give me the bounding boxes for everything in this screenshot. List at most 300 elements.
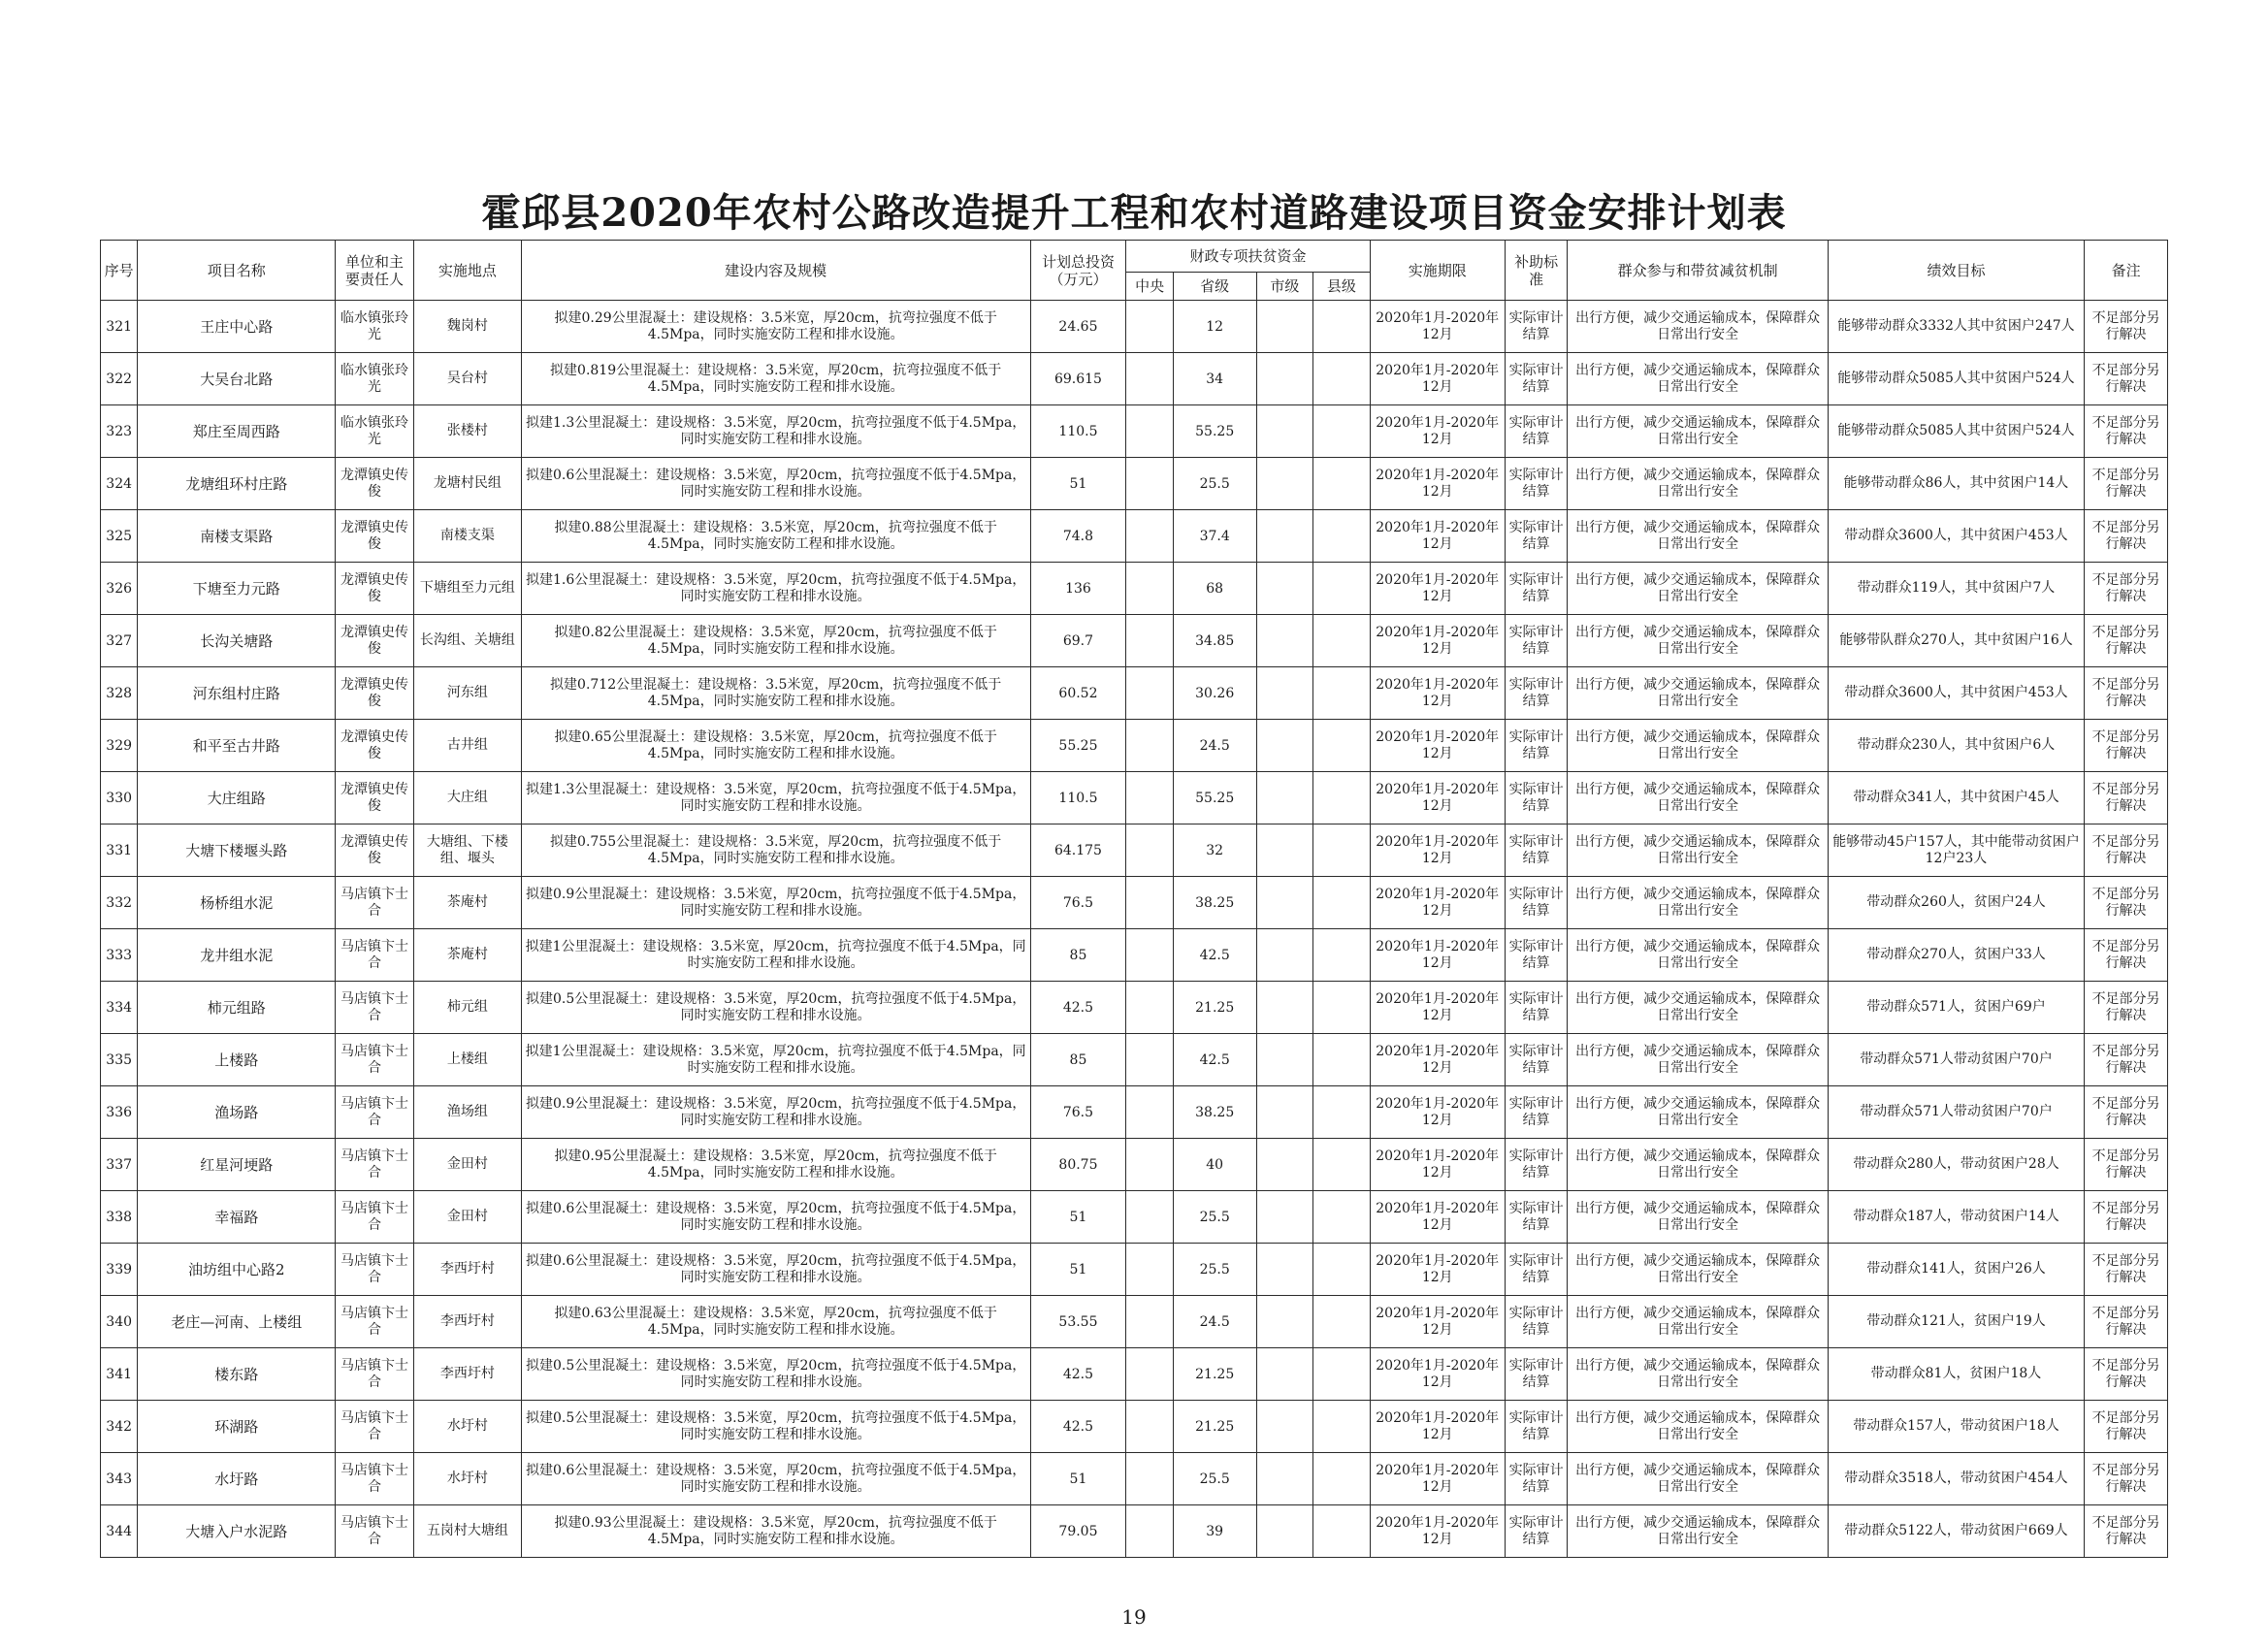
cell-content: 拟建0.6公里混凝土：建设规格：3.5米宽，厚20cm，抗弯拉强度不低于4.5Mpa，同时实施安防工程和排水设施。 bbox=[521, 458, 1030, 510]
cell-location: 水圩村 bbox=[413, 1401, 521, 1453]
cell-note: 不足部分另行解决 bbox=[2085, 772, 2168, 824]
cell-period: 2020年1月-2020年12月 bbox=[1370, 1086, 1505, 1139]
cell-content: 拟建0.5公里混凝土：建设规格：3.5米宽，厚20cm，抗弯拉强度不低于4.5Mpa，同时实施安防工程和排水设施。 bbox=[521, 982, 1030, 1034]
cell-city bbox=[1256, 1086, 1313, 1139]
header-central: 中央 bbox=[1126, 273, 1173, 301]
cell-location: 李西圩村 bbox=[413, 1296, 521, 1348]
cell-benefit: 出行方便，减少交通运输成本，保障群众日常出行安全 bbox=[1568, 563, 1828, 615]
header-benefit: 群众参与和带贫减贫机制 bbox=[1568, 241, 1828, 301]
cell-no: 341 bbox=[101, 1348, 138, 1401]
cell-note: 不足部分另行解决 bbox=[2085, 1191, 2168, 1244]
cell-total: 24.65 bbox=[1030, 301, 1126, 353]
cell-goal: 能够带动群众5085人其中贫困户524人 bbox=[1828, 405, 2084, 458]
cell-unit: 龙潭镇史传俊 bbox=[336, 824, 414, 877]
cell-name: 河东组村庄路 bbox=[138, 667, 336, 720]
cell-no: 342 bbox=[101, 1401, 138, 1453]
cell-unit: 马店镇卞士合 bbox=[336, 1401, 414, 1453]
cell-standard: 实际审计结算 bbox=[1505, 615, 1568, 667]
table-row bbox=[101, 720, 2168, 772]
cell-benefit: 出行方便，减少交通运输成本，保障群众日常出行安全 bbox=[1568, 615, 1828, 667]
cell-county bbox=[1313, 405, 1371, 458]
cell-no: 332 bbox=[101, 877, 138, 929]
cell-goal: 带动群众121人，贫困户19人 bbox=[1828, 1296, 2084, 1348]
cell-total: 42.5 bbox=[1030, 982, 1126, 1034]
cell-benefit: 出行方便，减少交通运输成本，保障群众日常出行安全 bbox=[1568, 667, 1828, 720]
cell-content: 拟建0.6公里混凝土：建设规格：3.5米宽，厚20cm，抗弯拉强度不低于4.5Mpa，同时实施安防工程和排水设施。 bbox=[521, 1453, 1030, 1505]
cell-benefit: 出行方便，减少交通运输成本，保障群众日常出行安全 bbox=[1568, 405, 1828, 458]
cell-province: 24.5 bbox=[1173, 720, 1256, 772]
cell-county bbox=[1313, 1296, 1371, 1348]
cell-central bbox=[1126, 1191, 1173, 1244]
cell-no: 322 bbox=[101, 353, 138, 405]
cell-total: 53.55 bbox=[1030, 1296, 1126, 1348]
cell-standard: 实际审计结算 bbox=[1505, 1086, 1568, 1139]
cell-no: 340 bbox=[101, 1296, 138, 1348]
cell-location: 上楼组 bbox=[413, 1034, 521, 1086]
cell-unit: 临水镇张玲光 bbox=[336, 353, 414, 405]
cell-goal: 能够带动45户157人，其中能带动贫困户12户23人 bbox=[1828, 824, 2084, 877]
table-row bbox=[101, 929, 2168, 982]
cell-standard: 实际审计结算 bbox=[1505, 1296, 1568, 1348]
cell-period: 2020年1月-2020年12月 bbox=[1370, 1505, 1505, 1558]
cell-city bbox=[1256, 405, 1313, 458]
page-title: 霍邱县2020年农村公路改造提升工程和农村道路建设项目资金安排计划表 bbox=[481, 190, 1787, 236]
cell-no: 338 bbox=[101, 1191, 138, 1244]
cell-no: 334 bbox=[101, 982, 138, 1034]
cell-central bbox=[1126, 1139, 1173, 1191]
cell-benefit: 出行方便，减少交通运输成本，保障群众日常出行安全 bbox=[1568, 1401, 1828, 1453]
cell-standard: 实际审计结算 bbox=[1505, 1244, 1568, 1296]
cell-period: 2020年1月-2020年12月 bbox=[1370, 1139, 1505, 1191]
cell-no: 326 bbox=[101, 563, 138, 615]
cell-location: 水圩村 bbox=[413, 1453, 521, 1505]
cell-benefit: 出行方便，减少交通运输成本，保障群众日常出行安全 bbox=[1568, 353, 1828, 405]
cell-note: 不足部分另行解决 bbox=[2085, 353, 2168, 405]
cell-county bbox=[1313, 667, 1371, 720]
cell-content: 拟建1公里混凝土：建设规格：3.5米宽，厚20cm，抗弯拉强度不低于4.5Mpa，同时实施安防工程和排水设施。 bbox=[521, 1034, 1030, 1086]
cell-location: 金田村 bbox=[413, 1139, 521, 1191]
cell-location: 渔场组 bbox=[413, 1086, 521, 1139]
cell-standard: 实际审计结算 bbox=[1505, 510, 1568, 563]
cell-location: 古井组 bbox=[413, 720, 521, 772]
cell-goal: 带动群众571人，贫困户69户 bbox=[1828, 982, 2084, 1034]
cell-benefit: 出行方便，减少交通运输成本，保障群众日常出行安全 bbox=[1568, 1244, 1828, 1296]
header-unit: 单位和主要责任人 bbox=[336, 241, 414, 301]
cell-total: 51 bbox=[1030, 1453, 1126, 1505]
cell-note: 不足部分另行解决 bbox=[2085, 1505, 2168, 1558]
cell-total: 51 bbox=[1030, 458, 1126, 510]
cell-unit: 马店镇卞士合 bbox=[336, 1139, 414, 1191]
cell-benefit: 出行方便，减少交通运输成本，保障群众日常出行安全 bbox=[1568, 458, 1828, 510]
cell-period: 2020年1月-2020年12月 bbox=[1370, 824, 1505, 877]
cell-note: 不足部分另行解决 bbox=[2085, 824, 2168, 877]
cell-standard: 实际审计结算 bbox=[1505, 458, 1568, 510]
cell-benefit: 出行方便，减少交通运输成本，保障群众日常出行安全 bbox=[1568, 1296, 1828, 1348]
cell-central bbox=[1126, 772, 1173, 824]
cell-total: 76.5 bbox=[1030, 877, 1126, 929]
cell-location: 大塘组、下楼组、堰头 bbox=[413, 824, 521, 877]
cell-unit: 马店镇卞士合 bbox=[336, 1244, 414, 1296]
cell-period: 2020年1月-2020年12月 bbox=[1370, 510, 1505, 563]
header-content: 建设内容及规模 bbox=[521, 241, 1030, 301]
cell-province: 12 bbox=[1173, 301, 1256, 353]
header-location: 实施地点 bbox=[413, 241, 521, 301]
cell-name: 长沟关塘路 bbox=[138, 615, 336, 667]
cell-standard: 实际审计结算 bbox=[1505, 563, 1568, 615]
cell-standard: 实际审计结算 bbox=[1505, 1139, 1568, 1191]
cell-period: 2020年1月-2020年12月 bbox=[1370, 1401, 1505, 1453]
table-row bbox=[101, 458, 2168, 510]
cell-total: 64.175 bbox=[1030, 824, 1126, 877]
cell-goal: 能够带动群众86人，其中贫困户14人 bbox=[1828, 458, 2084, 510]
cell-city bbox=[1256, 1401, 1313, 1453]
cell-city bbox=[1256, 563, 1313, 615]
cell-name: 王庄中心路 bbox=[138, 301, 336, 353]
cell-county bbox=[1313, 458, 1371, 510]
cell-central bbox=[1126, 1244, 1173, 1296]
cell-province: 25.5 bbox=[1173, 1244, 1256, 1296]
cell-province: 55.25 bbox=[1173, 405, 1256, 458]
cell-city bbox=[1256, 1191, 1313, 1244]
cell-unit: 马店镇卞士合 bbox=[336, 1453, 414, 1505]
cell-province: 30.26 bbox=[1173, 667, 1256, 720]
cell-province: 42.5 bbox=[1173, 1034, 1256, 1086]
cell-standard: 实际审计结算 bbox=[1505, 353, 1568, 405]
cell-total: 85 bbox=[1030, 1034, 1126, 1086]
cell-location: 茶庵村 bbox=[413, 877, 521, 929]
cell-benefit: 出行方便，减少交通运输成本，保障群众日常出行安全 bbox=[1568, 982, 1828, 1034]
cell-standard: 实际审计结算 bbox=[1505, 1191, 1568, 1244]
cell-content: 拟建0.63公里混凝土：建设规格：3.5米宽，厚20cm，抗弯拉强度不低于4.5Mpa，同时实施安防工程和排水设施。 bbox=[521, 1296, 1030, 1348]
cell-province: 25.5 bbox=[1173, 1191, 1256, 1244]
header-standard: 补助标准 bbox=[1505, 241, 1568, 301]
cell-content: 拟建0.6公里混凝土：建设规格：3.5米宽，厚20cm，抗弯拉强度不低于4.5Mpa，同时实施安防工程和排水设施。 bbox=[521, 1191, 1030, 1244]
cell-city bbox=[1256, 1453, 1313, 1505]
cell-central bbox=[1126, 824, 1173, 877]
cell-no: 330 bbox=[101, 772, 138, 824]
cell-note: 不足部分另行解决 bbox=[2085, 982, 2168, 1034]
cell-benefit: 出行方便，减少交通运输成本，保障群众日常出行安全 bbox=[1568, 1505, 1828, 1558]
cell-central bbox=[1126, 615, 1173, 667]
cell-total: 42.5 bbox=[1030, 1348, 1126, 1401]
cell-note: 不足部分另行解决 bbox=[2085, 1453, 2168, 1505]
cell-total: 51 bbox=[1030, 1191, 1126, 1244]
cell-no: 331 bbox=[101, 824, 138, 877]
cell-name: 下塘至力元路 bbox=[138, 563, 336, 615]
cell-note: 不足部分另行解决 bbox=[2085, 877, 2168, 929]
table-row bbox=[101, 563, 2168, 615]
cell-unit: 马店镇卞士合 bbox=[336, 1348, 414, 1401]
cell-standard: 实际审计结算 bbox=[1505, 405, 1568, 458]
cell-total: 136 bbox=[1030, 563, 1126, 615]
table-row bbox=[101, 405, 2168, 458]
cell-city bbox=[1256, 615, 1313, 667]
cell-content: 拟建0.5公里混凝土：建设规格：3.5米宽，厚20cm，抗弯拉强度不低于4.5Mpa，同时实施安防工程和排水设施。 bbox=[521, 1348, 1030, 1401]
cell-county bbox=[1313, 824, 1371, 877]
cell-standard: 实际审计结算 bbox=[1505, 877, 1568, 929]
cell-no: 321 bbox=[101, 301, 138, 353]
cell-no: 324 bbox=[101, 458, 138, 510]
cell-name: 大庄组路 bbox=[138, 772, 336, 824]
cell-note: 不足部分另行解决 bbox=[2085, 1348, 2168, 1401]
cell-unit: 马店镇卞士合 bbox=[336, 1191, 414, 1244]
cell-province: 42.5 bbox=[1173, 929, 1256, 982]
cell-county bbox=[1313, 301, 1371, 353]
table-row bbox=[101, 510, 2168, 563]
cell-province: 37.4 bbox=[1173, 510, 1256, 563]
cell-benefit: 出行方便，减少交通运输成本，保障群众日常出行安全 bbox=[1568, 1348, 1828, 1401]
cell-no: 333 bbox=[101, 929, 138, 982]
cell-location: 下塘组至力元组 bbox=[413, 563, 521, 615]
cell-name: 老庄—河南、上楼组 bbox=[138, 1296, 336, 1348]
cell-city bbox=[1256, 510, 1313, 563]
table-row bbox=[101, 877, 2168, 929]
cell-note: 不足部分另行解决 bbox=[2085, 458, 2168, 510]
cell-content: 拟建1.6公里混凝土：建设规格：3.5米宽，厚20cm，抗弯拉强度不低于4.5Mpa，同时实施安防工程和排水设施。 bbox=[521, 563, 1030, 615]
cell-goal: 能够带动群众5085人其中贫困户524人 bbox=[1828, 353, 2084, 405]
cell-county bbox=[1313, 1034, 1371, 1086]
cell-central bbox=[1126, 1348, 1173, 1401]
cell-city bbox=[1256, 458, 1313, 510]
cell-period: 2020年1月-2020年12月 bbox=[1370, 1348, 1505, 1401]
cell-note: 不足部分另行解决 bbox=[2085, 1244, 2168, 1296]
cell-period: 2020年1月-2020年12月 bbox=[1370, 563, 1505, 615]
cell-content: 拟建0.9公里混凝土：建设规格：3.5米宽，厚20cm，抗弯拉强度不低于4.5Mpa，同时实施安防工程和排水设施。 bbox=[521, 1086, 1030, 1139]
cell-period: 2020年1月-2020年12月 bbox=[1370, 667, 1505, 720]
header-name: 项目名称 bbox=[138, 241, 336, 301]
cell-content: 拟建0.82公里混凝土：建设规格：3.5米宽，厚20cm，抗弯拉强度不低于4.5Mpa，同时实施安防工程和排水设施。 bbox=[521, 615, 1030, 667]
cell-unit: 临水镇张玲光 bbox=[336, 301, 414, 353]
cell-province: 32 bbox=[1173, 824, 1256, 877]
cell-city bbox=[1256, 667, 1313, 720]
cell-goal: 带动群众3600人，其中贫困户453人 bbox=[1828, 667, 2084, 720]
cell-period: 2020年1月-2020年12月 bbox=[1370, 877, 1505, 929]
cell-content: 拟建0.65公里混凝土：建设规格：3.5米宽，厚20cm，抗弯拉强度不低于4.5Mpa，同时实施安防工程和排水设施。 bbox=[521, 720, 1030, 772]
cell-goal: 带动群众81人，贫困户18人 bbox=[1828, 1348, 2084, 1401]
header-county: 县级 bbox=[1313, 273, 1371, 301]
table-row bbox=[101, 982, 2168, 1034]
cell-location: 柿元组 bbox=[413, 982, 521, 1034]
cell-standard: 实际审计结算 bbox=[1505, 982, 1568, 1034]
cell-county bbox=[1313, 772, 1371, 824]
cell-name: 大吴台北路 bbox=[138, 353, 336, 405]
cell-county bbox=[1313, 1244, 1371, 1296]
cell-city bbox=[1256, 1296, 1313, 1348]
cell-total: 69.615 bbox=[1030, 353, 1126, 405]
cell-goal: 能够带队群众270人，其中贫困户16人 bbox=[1828, 615, 2084, 667]
cell-content: 拟建0.6公里混凝土：建设规格：3.5米宽，厚20cm，抗弯拉强度不低于4.5Mpa，同时实施安防工程和排水设施。 bbox=[521, 1244, 1030, 1296]
cell-period: 2020年1月-2020年12月 bbox=[1370, 1453, 1505, 1505]
cell-period: 2020年1月-2020年12月 bbox=[1370, 458, 1505, 510]
cell-central bbox=[1126, 353, 1173, 405]
table-row bbox=[101, 1244, 2168, 1296]
cell-no: 328 bbox=[101, 667, 138, 720]
table-row bbox=[101, 824, 2168, 877]
cell-note: 不足部分另行解决 bbox=[2085, 929, 2168, 982]
cell-county bbox=[1313, 510, 1371, 563]
cell-central bbox=[1126, 1401, 1173, 1453]
cell-period: 2020年1月-2020年12月 bbox=[1370, 301, 1505, 353]
page-number: 19 bbox=[1121, 1605, 1147, 1629]
cell-unit: 临水镇张玲光 bbox=[336, 405, 414, 458]
cell-city bbox=[1256, 772, 1313, 824]
cell-goal: 带动群众270人，贫困户33人 bbox=[1828, 929, 2084, 982]
cell-no: 344 bbox=[101, 1505, 138, 1558]
cell-name: 水圩路 bbox=[138, 1453, 336, 1505]
cell-no: 327 bbox=[101, 615, 138, 667]
cell-unit: 龙潭镇史传俊 bbox=[336, 720, 414, 772]
cell-city bbox=[1256, 1139, 1313, 1191]
cell-central bbox=[1126, 1453, 1173, 1505]
cell-unit: 马店镇卞士合 bbox=[336, 1086, 414, 1139]
cell-county bbox=[1313, 1453, 1371, 1505]
cell-benefit: 出行方便，减少交通运输成本，保障群众日常出行安全 bbox=[1568, 824, 1828, 877]
cell-standard: 实际审计结算 bbox=[1505, 667, 1568, 720]
cell-benefit: 出行方便，减少交通运输成本，保障群众日常出行安全 bbox=[1568, 1086, 1828, 1139]
cell-standard: 实际审计结算 bbox=[1505, 720, 1568, 772]
cell-content: 拟建0.95公里混凝土：建设规格：3.5米宽，厚20cm，抗弯拉强度不低于4.5Mpa，同时实施安防工程和排水设施。 bbox=[521, 1139, 1030, 1191]
table-row bbox=[101, 1505, 2168, 1558]
cell-goal: 带动群众230人，其中贫困户6人 bbox=[1828, 720, 2084, 772]
cell-total: 55.25 bbox=[1030, 720, 1126, 772]
cell-city bbox=[1256, 877, 1313, 929]
cell-city bbox=[1256, 982, 1313, 1034]
cell-name: 楼东路 bbox=[138, 1348, 336, 1401]
cell-benefit: 出行方便，减少交通运输成本，保障群众日常出行安全 bbox=[1568, 877, 1828, 929]
table-body bbox=[101, 301, 2168, 1558]
cell-standard: 实际审计结算 bbox=[1505, 1348, 1568, 1401]
cell-note: 不足部分另行解决 bbox=[2085, 1139, 2168, 1191]
cell-period: 2020年1月-2020年12月 bbox=[1370, 929, 1505, 982]
cell-province: 34 bbox=[1173, 353, 1256, 405]
cell-location: 李西圩村 bbox=[413, 1244, 521, 1296]
cell-location: 吴台村 bbox=[413, 353, 521, 405]
cell-central bbox=[1126, 1505, 1173, 1558]
cell-location: 南楼支渠 bbox=[413, 510, 521, 563]
cell-central bbox=[1126, 720, 1173, 772]
header-total: 计划总投资（万元） bbox=[1030, 241, 1126, 301]
cell-central bbox=[1126, 563, 1173, 615]
cell-benefit: 出行方便，减少交通运输成本，保障群众日常出行安全 bbox=[1568, 1034, 1828, 1086]
cell-unit: 马店镇卞士合 bbox=[336, 1296, 414, 1348]
cell-central bbox=[1126, 301, 1173, 353]
cell-total: 60.52 bbox=[1030, 667, 1126, 720]
cell-content: 拟建0.29公里混凝土：建设规格：3.5米宽，厚20cm，抗弯拉强度不低于4.5Mpa，同时实施安防工程和排水设施。 bbox=[521, 301, 1030, 353]
cell-total: 42.5 bbox=[1030, 1401, 1126, 1453]
cell-unit: 马店镇卞士合 bbox=[336, 1034, 414, 1086]
cell-period: 2020年1月-2020年12月 bbox=[1370, 1244, 1505, 1296]
cell-city bbox=[1256, 720, 1313, 772]
header-no: 序号 bbox=[101, 241, 138, 301]
cell-county bbox=[1313, 563, 1371, 615]
cell-note: 不足部分另行解决 bbox=[2085, 667, 2168, 720]
cell-benefit: 出行方便，减少交通运输成本，保障群众日常出行安全 bbox=[1568, 1453, 1828, 1505]
cell-name: 龙塘组环村庄路 bbox=[138, 458, 336, 510]
table-row bbox=[101, 1296, 2168, 1348]
table-row bbox=[101, 1453, 2168, 1505]
cell-goal: 能够带动群众3332人其中贫困户247人 bbox=[1828, 301, 2084, 353]
cell-goal: 带动群众571人带动贫困户70户 bbox=[1828, 1034, 2084, 1086]
cell-unit: 龙潭镇史传俊 bbox=[336, 563, 414, 615]
header-fund-group: 财政专项扶贫资金 bbox=[1126, 241, 1370, 273]
header-city: 市级 bbox=[1256, 273, 1313, 301]
cell-benefit: 出行方便，减少交通运输成本，保障群众日常出行安全 bbox=[1568, 929, 1828, 982]
cell-county bbox=[1313, 1191, 1371, 1244]
cell-name: 渔场路 bbox=[138, 1086, 336, 1139]
cell-province: 55.25 bbox=[1173, 772, 1256, 824]
cell-note: 不足部分另行解决 bbox=[2085, 301, 2168, 353]
cell-unit: 马店镇卞士合 bbox=[336, 877, 414, 929]
cell-central bbox=[1126, 667, 1173, 720]
cell-city bbox=[1256, 353, 1313, 405]
cell-goal: 带动群众119人，其中贫困户7人 bbox=[1828, 563, 2084, 615]
cell-standard: 实际审计结算 bbox=[1505, 1034, 1568, 1086]
cell-county bbox=[1313, 1348, 1371, 1401]
cell-province: 38.25 bbox=[1173, 1086, 1256, 1139]
cell-goal: 带动群众280人，带动贫困户28人 bbox=[1828, 1139, 2084, 1191]
cell-province: 21.25 bbox=[1173, 982, 1256, 1034]
cell-province: 39 bbox=[1173, 1505, 1256, 1558]
cell-name: 大塘入户水泥路 bbox=[138, 1505, 336, 1558]
cell-location: 魏岗村 bbox=[413, 301, 521, 353]
cell-central bbox=[1126, 1034, 1173, 1086]
table-row bbox=[101, 1086, 2168, 1139]
cell-content: 拟建1.3公里混凝土：建设规格：3.5米宽，厚20cm，抗弯拉强度不低于4.5Mpa，同时实施安防工程和排水设施。 bbox=[521, 405, 1030, 458]
cell-unit: 马店镇卞士合 bbox=[336, 929, 414, 982]
cell-central bbox=[1126, 1086, 1173, 1139]
cell-total: 85 bbox=[1030, 929, 1126, 982]
table-row bbox=[101, 1034, 2168, 1086]
cell-name: 南楼支渠路 bbox=[138, 510, 336, 563]
cell-city bbox=[1256, 824, 1313, 877]
cell-period: 2020年1月-2020年12月 bbox=[1370, 1191, 1505, 1244]
cell-county bbox=[1313, 720, 1371, 772]
cell-benefit: 出行方便，减少交通运输成本，保障群众日常出行安全 bbox=[1568, 720, 1828, 772]
table-row bbox=[101, 353, 2168, 405]
cell-province: 34.85 bbox=[1173, 615, 1256, 667]
cell-county bbox=[1313, 877, 1371, 929]
table-row bbox=[101, 301, 2168, 353]
cell-name: 上楼路 bbox=[138, 1034, 336, 1086]
cell-content: 拟建0.9公里混凝土：建设规格：3.5米宽，厚20cm，抗弯拉强度不低于4.5Mpa，同时实施安防工程和排水设施。 bbox=[521, 877, 1030, 929]
cell-standard: 实际审计结算 bbox=[1505, 772, 1568, 824]
cell-benefit: 出行方便，减少交通运输成本，保障群众日常出行安全 bbox=[1568, 1191, 1828, 1244]
cell-name: 杨桥组水泥 bbox=[138, 877, 336, 929]
cell-standard: 实际审计结算 bbox=[1505, 824, 1568, 877]
cell-note: 不足部分另行解决 bbox=[2085, 1034, 2168, 1086]
cell-note: 不足部分另行解决 bbox=[2085, 563, 2168, 615]
cell-note: 不足部分另行解决 bbox=[2085, 1086, 2168, 1139]
cell-total: 69.7 bbox=[1030, 615, 1126, 667]
cell-central bbox=[1126, 405, 1173, 458]
cell-period: 2020年1月-2020年12月 bbox=[1370, 982, 1505, 1034]
cell-content: 拟建0.712公里混凝土：建设规格：3.5米宽，厚20cm，抗弯拉强度不低于4.5Mpa，同时实施安防工程和排水设施。 bbox=[521, 667, 1030, 720]
cell-location: 张楼村 bbox=[413, 405, 521, 458]
cell-total: 79.05 bbox=[1030, 1505, 1126, 1558]
cell-note: 不足部分另行解决 bbox=[2085, 405, 2168, 458]
cell-total: 80.75 bbox=[1030, 1139, 1126, 1191]
cell-city bbox=[1256, 301, 1313, 353]
cell-city bbox=[1256, 1505, 1313, 1558]
cell-province: 25.5 bbox=[1173, 1453, 1256, 1505]
cell-county bbox=[1313, 1086, 1371, 1139]
header-province: 省级 bbox=[1173, 273, 1256, 301]
cell-total: 110.5 bbox=[1030, 405, 1126, 458]
cell-central bbox=[1126, 510, 1173, 563]
cell-name: 郑庄至周西路 bbox=[138, 405, 336, 458]
cell-standard: 实际审计结算 bbox=[1505, 929, 1568, 982]
header-period: 实施期限 bbox=[1370, 241, 1505, 301]
